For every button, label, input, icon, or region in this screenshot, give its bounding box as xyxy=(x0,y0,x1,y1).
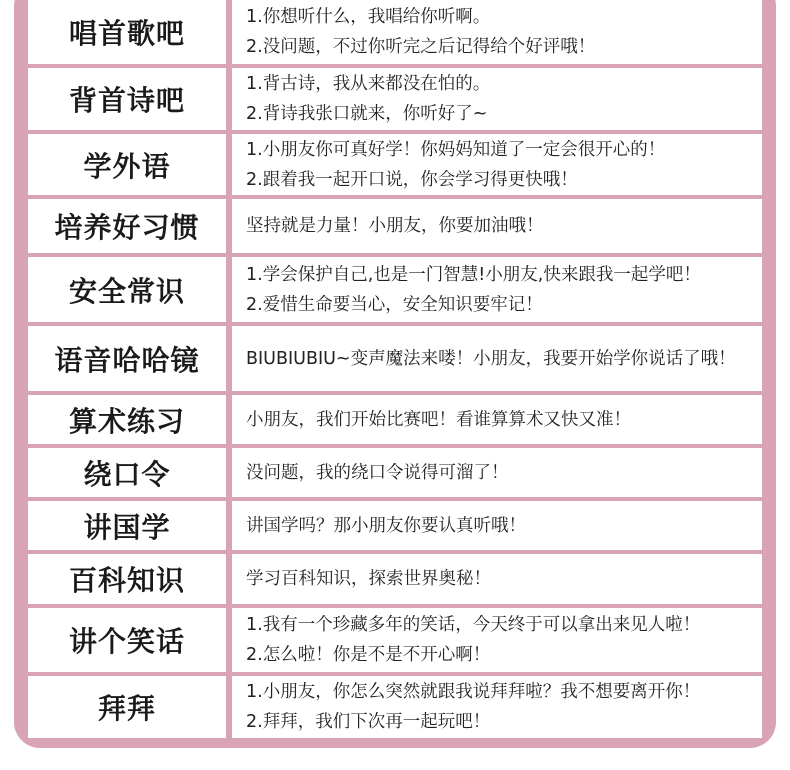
response-line: 1.你想听什么，我唱给你听啊。 xyxy=(246,7,491,27)
response-cell xyxy=(232,608,762,672)
table-row xyxy=(28,676,762,738)
response-line: 1.我有一个珍藏多年的笑话，今天终于可以拿出来见人啦！ xyxy=(246,615,701,635)
response-line: 2.爱惜生命要当心，安全知识要牢记！ xyxy=(246,294,543,315)
response-cell xyxy=(232,0,762,64)
response-cell xyxy=(232,134,762,195)
command-cell: 语音哈哈镜 xyxy=(28,326,226,391)
response-cell xyxy=(232,501,762,550)
command-cell: 学外语 xyxy=(28,134,226,195)
command-cell: 算术练习 xyxy=(28,395,226,444)
command-table xyxy=(28,0,762,738)
table-row xyxy=(28,134,762,195)
table-row xyxy=(28,554,762,604)
command-cell: 讲个笑话 xyxy=(28,608,226,672)
response-line: 2.背诗我张口就来，你听好了~ xyxy=(246,104,488,124)
response-cell xyxy=(232,395,762,444)
table-row xyxy=(28,257,762,322)
response-line: BIUBIUBIU~变声魔法来喽！小朋友，我要开始学你说话了哦！ xyxy=(246,348,736,369)
response-line: 2.怎么啦！你是不是不开心啊！ xyxy=(246,645,491,665)
response-line: 讲国学吗？那小朋友你要认真听哦！ xyxy=(246,515,526,536)
response-cell xyxy=(232,448,762,497)
response-line: 坚持就是力量！小朋友，你要加油哦！ xyxy=(246,216,544,236)
response-line: 1.小朋友你可真好学！你妈妈知道了一定会很开心的！ xyxy=(246,139,666,160)
response-line: 2.跟着我一起开口说，你会学习得更快哦！ xyxy=(246,169,578,190)
response-cell xyxy=(232,554,762,604)
response-line: 2.拜拜，我们下次再一起玩吧！ xyxy=(246,712,491,732)
table-row xyxy=(28,448,762,497)
command-cell: 培养好习惯 xyxy=(28,199,226,253)
table-row xyxy=(28,395,762,444)
command-cell: 背首诗吧 xyxy=(28,68,226,130)
response-line: 2.没问题，不过你听完之后记得给个好评哦！ xyxy=(246,37,596,57)
command-cell: 讲国学 xyxy=(28,501,226,550)
command-cell: 拜拜 xyxy=(28,676,226,738)
response-cell xyxy=(232,326,762,391)
response-line: 1.背古诗，我从来都没在怕的。 xyxy=(246,74,491,94)
response-line: 1.学会保护自己,也是一门智慧!小朋友,快来跟我一起学吧！ xyxy=(246,264,701,285)
response-cell xyxy=(232,257,762,322)
command-cell: 唱首歌吧 xyxy=(28,0,226,64)
table-row xyxy=(28,608,762,672)
command-cell: 安全常识 xyxy=(28,257,226,322)
table-row xyxy=(28,199,762,253)
response-cell xyxy=(232,676,762,738)
response-line: 没问题，我的绕口令说得可溜了！ xyxy=(246,462,509,483)
table-row xyxy=(28,326,762,391)
table-row xyxy=(28,68,762,130)
command-cell: 百科知识 xyxy=(28,554,226,604)
response-line: 学习百科知识，探索世界奥秘！ xyxy=(246,569,491,589)
response-cell xyxy=(232,68,762,130)
response-line: 小朋友，我们开始比赛吧！看谁算算术又快又准！ xyxy=(246,409,631,430)
response-line: 1.小朋友，你怎么突然就跟我说拜拜啦？我不想要离开你！ xyxy=(246,682,701,702)
table-row xyxy=(28,0,762,64)
table-row xyxy=(28,501,762,550)
response-cell xyxy=(232,199,762,253)
command-cell: 绕口令 xyxy=(28,448,226,497)
